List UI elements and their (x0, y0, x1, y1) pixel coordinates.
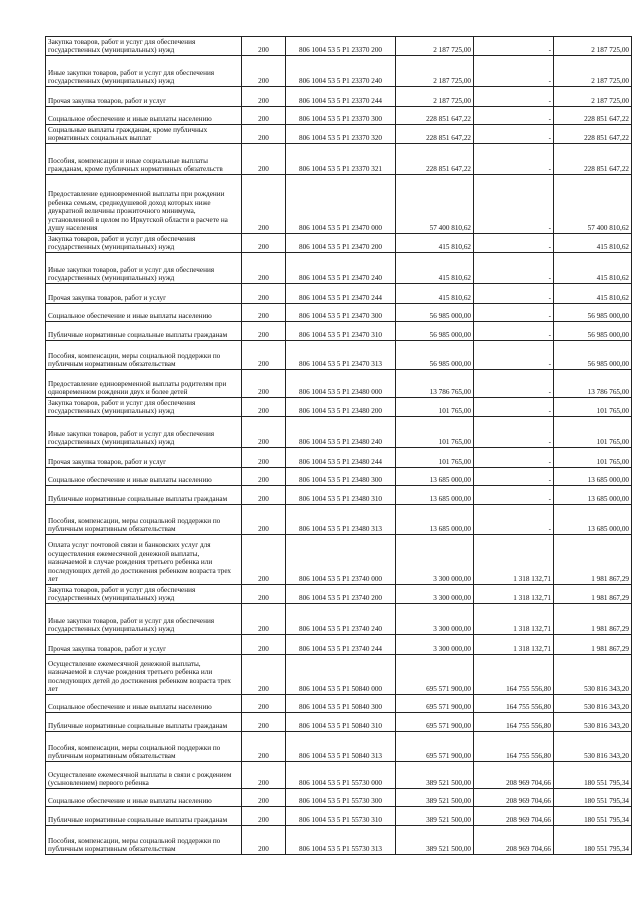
row-plan-cell: 13 685 000,00 (396, 468, 474, 486)
row-name-cell: Публичные нормативные социальные выплаты гражданам (46, 807, 242, 826)
row-done-cell: - (474, 234, 554, 253)
table-row (46, 398, 632, 417)
row-done-cell: 164 755 556,80 (474, 732, 554, 762)
row-code-cell: 200 (242, 635, 286, 655)
row-name-cell: Иные закупки товаров, работ и услуг для обеспечения государственных (муниципальных) нужд (46, 56, 242, 87)
table-row (46, 604, 632, 635)
row-kbk-cell: 806 1004 53 5 Р1 55730 300 (286, 789, 396, 807)
row-plan-cell: 3 300 000,00 (396, 585, 474, 604)
row-kbk-cell: 806 1004 53 5 Р1 23470 240 (286, 253, 396, 284)
row-name-cell: Закупка товаров, работ и услуг для обеспечения государственных (муниципальных) нужд (46, 37, 242, 56)
table-row (46, 535, 632, 585)
row-done-cell: 208 969 704,66 (474, 807, 554, 826)
row-rest-cell: 228 851 647,22 (554, 144, 632, 175)
table-row (46, 468, 632, 486)
table-row (46, 144, 632, 175)
row-rest-cell: 101 765,00 (554, 448, 632, 468)
row-code-cell: 200 (242, 486, 286, 505)
row-name-cell: Иные закупки товаров, работ и услуг для обеспечения государственных (муниципальных) нужд (46, 253, 242, 284)
row-kbk-cell: 806 1004 53 5 Р1 23480 310 (286, 486, 396, 505)
row-rest-cell: 228 851 647,22 (554, 125, 632, 144)
row-code-cell: 200 (242, 713, 286, 732)
row-name-cell: Закупка товаров, работ и услуг для обеспечения государственных (муниципальных) нужд (46, 585, 242, 604)
row-plan-cell: 101 765,00 (396, 448, 474, 468)
row-rest-cell: 530 816 343,20 (554, 695, 632, 713)
row-name-cell: Публичные нормативные социальные выплаты гражданам (46, 322, 242, 341)
row-name-cell: Социальное обеспечение и иные выплаты населению (46, 468, 242, 486)
row-kbk-cell: 806 1004 53 5 Р1 23480 000 (286, 370, 396, 398)
row-code-cell: 200 (242, 655, 286, 695)
row-name-cell: Предоставление единовременной выплаты родителям при одновременном рождении двух и более детей (46, 370, 242, 398)
row-name-cell: Публичные нормативные социальные выплаты гражданам (46, 486, 242, 505)
row-done-cell: - (474, 370, 554, 398)
row-kbk-cell: 806 1004 53 5 Р1 55730 000 (286, 762, 396, 789)
row-plan-cell: 415 810,62 (396, 234, 474, 253)
row-code-cell: 200 (242, 448, 286, 468)
row-rest-cell: 101 765,00 (554, 398, 632, 417)
table-row (46, 789, 632, 807)
row-kbk-cell: 806 1004 53 5 Р1 23370 200 (286, 37, 396, 56)
row-plan-cell: 415 810,62 (396, 253, 474, 284)
table-row (46, 253, 632, 284)
row-name-cell: Социальное обеспечение и иные выплаты населению (46, 304, 242, 322)
row-plan-cell: 695 571 900,00 (396, 732, 474, 762)
row-name-cell: Закупка товаров, работ и услуг для обеспечения государственных (муниципальных) нужд (46, 234, 242, 253)
row-code-cell: 200 (242, 695, 286, 713)
row-plan-cell: 101 765,00 (396, 398, 474, 417)
table-row (46, 370, 632, 398)
row-code-cell: 200 (242, 304, 286, 322)
row-plan-cell: 2 187 725,00 (396, 37, 474, 56)
row-kbk-cell: 806 1004 53 5 Р1 23370 244 (286, 87, 396, 107)
row-rest-cell: 13 685 000,00 (554, 468, 632, 486)
row-code-cell: 200 (242, 341, 286, 370)
row-done-cell: - (474, 341, 554, 370)
budget-execution-table (45, 36, 632, 855)
row-plan-cell: 13 685 000,00 (396, 486, 474, 505)
row-code-cell: 200 (242, 322, 286, 341)
table-row (46, 732, 632, 762)
row-done-cell: - (474, 304, 554, 322)
row-code-cell: 200 (242, 37, 286, 56)
row-kbk-cell: 806 1004 53 5 Р1 23480 200 (286, 398, 396, 417)
row-rest-cell: 180 551 795,34 (554, 826, 632, 855)
row-code-cell: 200 (242, 56, 286, 87)
row-plan-cell: 228 851 647,22 (396, 144, 474, 175)
row-code-cell: 200 (242, 125, 286, 144)
row-done-cell: - (474, 125, 554, 144)
table-row (46, 762, 632, 789)
row-done-cell: - (474, 175, 554, 234)
row-name-cell: Социальное обеспечение и иные выплаты населению (46, 107, 242, 125)
row-done-cell: 1 318 132,71 (474, 585, 554, 604)
row-code-cell: 200 (242, 175, 286, 234)
row-done-cell: - (474, 56, 554, 87)
table-row (46, 37, 632, 56)
row-kbk-cell: 806 1004 53 5 Р1 50840 300 (286, 695, 396, 713)
row-rest-cell: 57 400 810,62 (554, 175, 632, 234)
table-row (46, 635, 632, 655)
row-rest-cell: 415 810,62 (554, 284, 632, 304)
row-done-cell: 208 969 704,66 (474, 762, 554, 789)
row-plan-cell: 389 521 500,00 (396, 826, 474, 855)
row-done-cell: - (474, 253, 554, 284)
row-rest-cell: 1 981 867,29 (554, 585, 632, 604)
table-row (46, 175, 632, 234)
row-code-cell: 200 (242, 604, 286, 635)
row-name-cell: Предоставление единовременной выплаты при рождении ребенка семьям, среднедушевой доход которых ниже двукратной величины прожиточного минимума, установленной в целом по Иркутской области в расчете на душу населения (46, 175, 242, 234)
row-done-cell: - (474, 322, 554, 341)
row-name-cell: Оплата услуг почтовой связи и банковских услуг для осуществления ежемесячной денежной выплаты, назначаемой в случае рождения третьего ребенка или последующих детей до достижения ребенком возраста трех лет (46, 535, 242, 585)
table-row (46, 284, 632, 304)
row-name-cell: Иные закупки товаров, работ и услуг для обеспечения государственных (муниципальных) нужд (46, 604, 242, 635)
row-code-cell: 200 (242, 826, 286, 855)
row-rest-cell: 530 816 343,20 (554, 655, 632, 695)
table-row (46, 713, 632, 732)
table-row (46, 695, 632, 713)
row-done-cell: 208 969 704,66 (474, 826, 554, 855)
row-plan-cell: 2 187 725,00 (396, 87, 474, 107)
table-row (46, 417, 632, 448)
row-kbk-cell: 806 1004 53 5 Р1 23740 200 (286, 585, 396, 604)
row-code-cell: 200 (242, 234, 286, 253)
row-done-cell: - (474, 448, 554, 468)
row-done-cell: - (474, 37, 554, 56)
row-done-cell: - (474, 486, 554, 505)
row-code-cell: 200 (242, 807, 286, 826)
row-kbk-cell: 806 1004 53 5 Р1 23470 310 (286, 322, 396, 341)
row-done-cell: 1 318 132,71 (474, 604, 554, 635)
row-plan-cell: 389 521 500,00 (396, 762, 474, 789)
row-rest-cell: 180 551 795,34 (554, 807, 632, 826)
row-plan-cell: 3 300 000,00 (396, 635, 474, 655)
row-done-cell: - (474, 468, 554, 486)
row-plan-cell: 2 187 725,00 (396, 56, 474, 87)
row-kbk-cell: 806 1004 53 5 Р1 55730 310 (286, 807, 396, 826)
row-done-cell: - (474, 505, 554, 535)
row-done-cell: 1 318 132,71 (474, 635, 554, 655)
row-rest-cell: 530 816 343,20 (554, 713, 632, 732)
table-row (46, 87, 632, 107)
row-name-cell: Пособия, компенсации, меры социальной поддержки по публичным нормативным обязательствам (46, 505, 242, 535)
row-done-cell: 164 755 556,80 (474, 713, 554, 732)
row-code-cell: 200 (242, 468, 286, 486)
table-row (46, 341, 632, 370)
row-code-cell: 200 (242, 762, 286, 789)
row-done-cell: - (474, 284, 554, 304)
row-name-cell: Иные закупки товаров, работ и услуг для обеспечения государственных (муниципальных) нужд (46, 417, 242, 448)
row-code-cell: 200 (242, 732, 286, 762)
table-row (46, 322, 632, 341)
row-kbk-cell: 806 1004 53 5 Р1 50840 313 (286, 732, 396, 762)
row-kbk-cell: 806 1004 53 5 Р1 55730 313 (286, 826, 396, 855)
row-rest-cell: 530 816 343,20 (554, 732, 632, 762)
row-kbk-cell: 806 1004 53 5 Р1 23370 321 (286, 144, 396, 175)
row-name-cell: Прочая закупка товаров, работ и услуг (46, 635, 242, 655)
row-plan-cell: 3 300 000,00 (396, 604, 474, 635)
row-kbk-cell: 806 1004 53 5 Р1 50840 310 (286, 713, 396, 732)
row-plan-cell: 415 810,62 (396, 284, 474, 304)
row-rest-cell: 180 551 795,34 (554, 762, 632, 789)
row-name-cell: Социальные выплаты гражданам, кроме публичных нормативных социальных выплат (46, 125, 242, 144)
row-name-cell: Пособия, компенсации, меры социальной поддержки по публичным нормативным обязательствам (46, 732, 242, 762)
row-plan-cell: 389 521 500,00 (396, 807, 474, 826)
table-body (46, 37, 632, 855)
table-row (46, 56, 632, 87)
row-done-cell: 1 318 132,71 (474, 535, 554, 585)
row-code-cell: 200 (242, 585, 286, 604)
row-name-cell: Пособия, компенсации, меры социальной поддержки по публичным нормативным обязательствам (46, 826, 242, 855)
row-done-cell: - (474, 87, 554, 107)
row-kbk-cell: 806 1004 53 5 Р1 23470 000 (286, 175, 396, 234)
table-row (46, 655, 632, 695)
row-name-cell: Публичные нормативные социальные выплаты гражданам (46, 713, 242, 732)
row-rest-cell: 228 851 647,22 (554, 107, 632, 125)
row-kbk-cell: 806 1004 53 5 Р1 23370 320 (286, 125, 396, 144)
row-kbk-cell: 806 1004 53 5 Р1 50840 000 (286, 655, 396, 695)
row-name-cell: Прочая закупка товаров, работ и услуг (46, 87, 242, 107)
row-code-cell: 200 (242, 144, 286, 175)
row-name-cell: Прочая закупка товаров, работ и услуг (46, 284, 242, 304)
row-rest-cell: 415 810,62 (554, 234, 632, 253)
row-done-cell: 164 755 556,80 (474, 655, 554, 695)
row-code-cell: 200 (242, 370, 286, 398)
row-code-cell: 200 (242, 284, 286, 304)
row-plan-cell: 695 571 900,00 (396, 655, 474, 695)
row-kbk-cell: 806 1004 53 5 Р1 23470 313 (286, 341, 396, 370)
row-name-cell: Социальное обеспечение и иные выплаты населению (46, 695, 242, 713)
row-rest-cell: 56 985 000,00 (554, 341, 632, 370)
row-kbk-cell: 806 1004 53 5 Р1 23740 000 (286, 535, 396, 585)
row-done-cell: 164 755 556,80 (474, 695, 554, 713)
table-row (46, 234, 632, 253)
row-done-cell: - (474, 417, 554, 448)
row-rest-cell: 13 685 000,00 (554, 505, 632, 535)
row-code-cell: 200 (242, 535, 286, 585)
row-plan-cell: 57 400 810,62 (396, 175, 474, 234)
row-name-cell: Осуществление ежемесячной денежной выплаты, назначаемой в случае рождения третьего ребенка или последующих детей до достижения ребенком возраста трех лет (46, 655, 242, 695)
row-plan-cell: 3 300 000,00 (396, 535, 474, 585)
table-row (46, 585, 632, 604)
row-kbk-cell: 806 1004 53 5 Р1 23740 244 (286, 635, 396, 655)
table-row (46, 107, 632, 125)
row-code-cell: 200 (242, 417, 286, 448)
row-kbk-cell: 806 1004 53 5 Р1 23740 240 (286, 604, 396, 635)
table-row (46, 826, 632, 855)
row-code-cell: 200 (242, 398, 286, 417)
row-rest-cell: 415 810,62 (554, 253, 632, 284)
row-done-cell: - (474, 144, 554, 175)
row-plan-cell: 228 851 647,22 (396, 107, 474, 125)
row-done-cell: 208 969 704,66 (474, 789, 554, 807)
table-row (46, 486, 632, 505)
row-rest-cell: 1 981 867,29 (554, 635, 632, 655)
row-done-cell: - (474, 107, 554, 125)
row-kbk-cell: 806 1004 53 5 Р1 23370 300 (286, 107, 396, 125)
row-code-cell: 200 (242, 107, 286, 125)
row-plan-cell: 228 851 647,22 (396, 125, 474, 144)
row-rest-cell: 2 187 725,00 (554, 87, 632, 107)
row-kbk-cell: 806 1004 53 5 Р1 23480 240 (286, 417, 396, 448)
row-code-cell: 200 (242, 505, 286, 535)
row-plan-cell: 101 765,00 (396, 417, 474, 448)
table-row (46, 807, 632, 826)
row-rest-cell: 101 765,00 (554, 417, 632, 448)
row-rest-cell: 13 786 765,00 (554, 370, 632, 398)
table-row (46, 505, 632, 535)
row-plan-cell: 13 786 765,00 (396, 370, 474, 398)
row-kbk-cell: 806 1004 53 5 Р1 23480 244 (286, 448, 396, 468)
row-kbk-cell: 806 1004 53 5 Р1 23470 244 (286, 284, 396, 304)
row-name-cell: Пособия, компенсации и иные социальные выплаты гражданам, кроме публичных нормативных обязательств (46, 144, 242, 175)
row-rest-cell: 56 985 000,00 (554, 304, 632, 322)
row-rest-cell: 2 187 725,00 (554, 56, 632, 87)
row-plan-cell: 695 571 900,00 (396, 713, 474, 732)
row-kbk-cell: 806 1004 53 5 Р1 23480 300 (286, 468, 396, 486)
row-rest-cell: 1 981 867,29 (554, 604, 632, 635)
row-code-cell: 200 (242, 253, 286, 284)
row-name-cell: Прочая закупка товаров, работ и услуг (46, 448, 242, 468)
row-kbk-cell: 806 1004 53 5 Р1 23470 300 (286, 304, 396, 322)
row-rest-cell: 1 981 867,29 (554, 535, 632, 585)
row-kbk-cell: 806 1004 53 5 Р1 23370 240 (286, 56, 396, 87)
row-plan-cell: 13 685 000,00 (396, 505, 474, 535)
row-rest-cell: 2 187 725,00 (554, 37, 632, 56)
row-code-cell: 200 (242, 789, 286, 807)
row-name-cell: Осуществление ежемесячной выплаты в связи с рождением (усыновлением) первого ребенка (46, 762, 242, 789)
row-plan-cell: 56 985 000,00 (396, 322, 474, 341)
row-name-cell: Закупка товаров, работ и услуг для обеспечения государственных (муниципальных) нужд (46, 398, 242, 417)
row-kbk-cell: 806 1004 53 5 Р1 23470 200 (286, 234, 396, 253)
row-plan-cell: 389 521 500,00 (396, 789, 474, 807)
row-done-cell: - (474, 398, 554, 417)
row-kbk-cell: 806 1004 53 5 Р1 23480 313 (286, 505, 396, 535)
row-plan-cell: 56 985 000,00 (396, 304, 474, 322)
table-row (46, 448, 632, 468)
row-name-cell: Пособия, компенсации, меры социальной поддержки по публичным нормативным обязательствам (46, 341, 242, 370)
row-rest-cell: 13 685 000,00 (554, 486, 632, 505)
table-row (46, 125, 632, 144)
budget-report-sheet (45, 36, 631, 855)
row-code-cell: 200 (242, 87, 286, 107)
row-plan-cell: 695 571 900,00 (396, 695, 474, 713)
row-rest-cell: 180 551 795,34 (554, 789, 632, 807)
row-plan-cell: 56 985 000,00 (396, 341, 474, 370)
row-rest-cell: 56 985 000,00 (554, 322, 632, 341)
row-name-cell: Социальное обеспечение и иные выплаты населению (46, 789, 242, 807)
table-row (46, 304, 632, 322)
